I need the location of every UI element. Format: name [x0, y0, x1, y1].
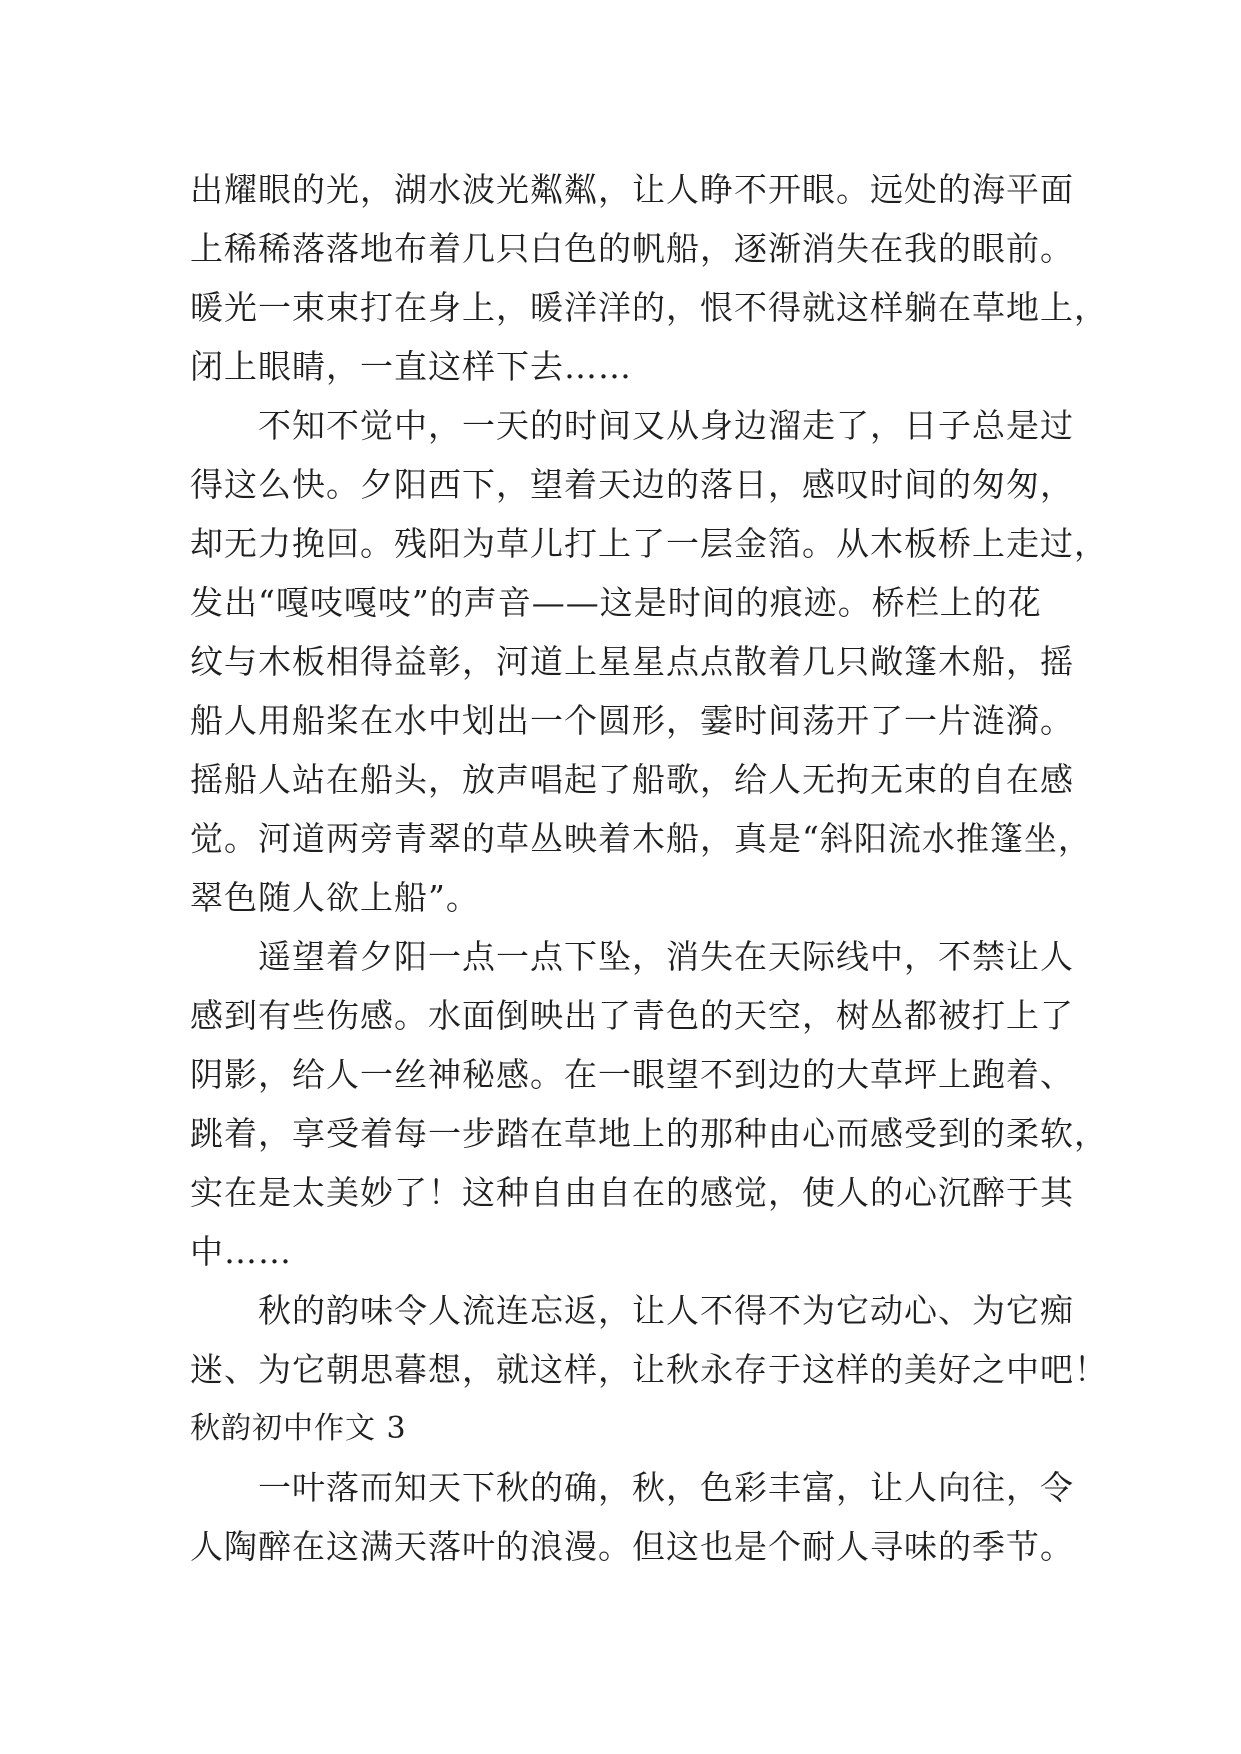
text-line: 得这么快。夕阳西下，望着天边的落日，感叹时间的匆匆， [190, 465, 1074, 504]
text-line: 暖光一束束打在身上，暖洋洋的，恨不得就这样躺在草地上， [190, 288, 1108, 327]
paragraph-start-line: 遥望着夕阳一点一点下坠，消失在天际线中，不禁让人 [190, 937, 1074, 976]
text-line: 上稀稀落落地布着几只白色的帆船，逐渐消失在我的眼前。 [190, 229, 1074, 268]
text-line: 跳着，享受着每一步踏在草地上的那种由心而感受到的柔软， [190, 1114, 1108, 1153]
text-line: 人陶醉在这满天落叶的浪漫。但这也是个耐人寻味的季节。 [190, 1527, 1074, 1566]
text-line: 迷、为它朝思暮想，就这样，让秋永存于这样的美好之中吧！ [190, 1350, 1108, 1389]
text-line: 出耀眼的光，湖水波光粼粼，让人睁不开眼。远处的海平面 [190, 170, 1074, 209]
text-line: 却无力挽回。残阳为草儿打上了一层金箔。从木板桥上走过， [190, 524, 1108, 563]
text-line: 中…… [190, 1232, 292, 1271]
text-line: 翠色随人欲上船”。 [190, 878, 480, 917]
paragraph-start-line: 一叶落而知天下秋的确，秋，色彩丰富，让人向往，令 [190, 1468, 1074, 1507]
text-line: 感到有些伤感。水面倒映出了青色的天空，树丛都被打上了 [190, 996, 1074, 1035]
text-line: 摇船人站在船头，放声唱起了船歌，给人无拘无束的自在感 [190, 760, 1074, 799]
text-line: 纹与木板相得益彰，河道上星星点点散着几只敞篷木船，摇 [190, 642, 1074, 681]
text-line: 闭上眼睛，一直这样下去…… [190, 347, 632, 386]
paragraph-start-line: 不知不觉中，一天的时间又从身边溜走了，日子总是过 [190, 406, 1074, 445]
text-line: 船人用船桨在水中划出一个圆形，霎时间荡开了一片涟漪。 [190, 701, 1074, 740]
text-line: 实在是太美妙了！这种自由自在的感觉，使人的心沉醉于其 [190, 1173, 1074, 1212]
text-line: 发出“嘎吱嘎吱”的声音——这是时间的痕迹。桥栏上的花 [190, 583, 1042, 622]
section-heading: 秋韵初中作文 3 [190, 1411, 407, 1446]
text-line: 觉。河道两旁青翠的草丛映着木船，真是“斜阳流水推篷坐， [190, 819, 1092, 858]
paragraph-start-line: 秋的韵味令人流连忘返，让人不得不为它动心、为它痴 [190, 1291, 1074, 1330]
text-line: 阴影，给人一丝神秘感。在一眼望不到边的大草坪上跑着、 [190, 1055, 1074, 1094]
document-body [190, 160, 1108, 1576]
